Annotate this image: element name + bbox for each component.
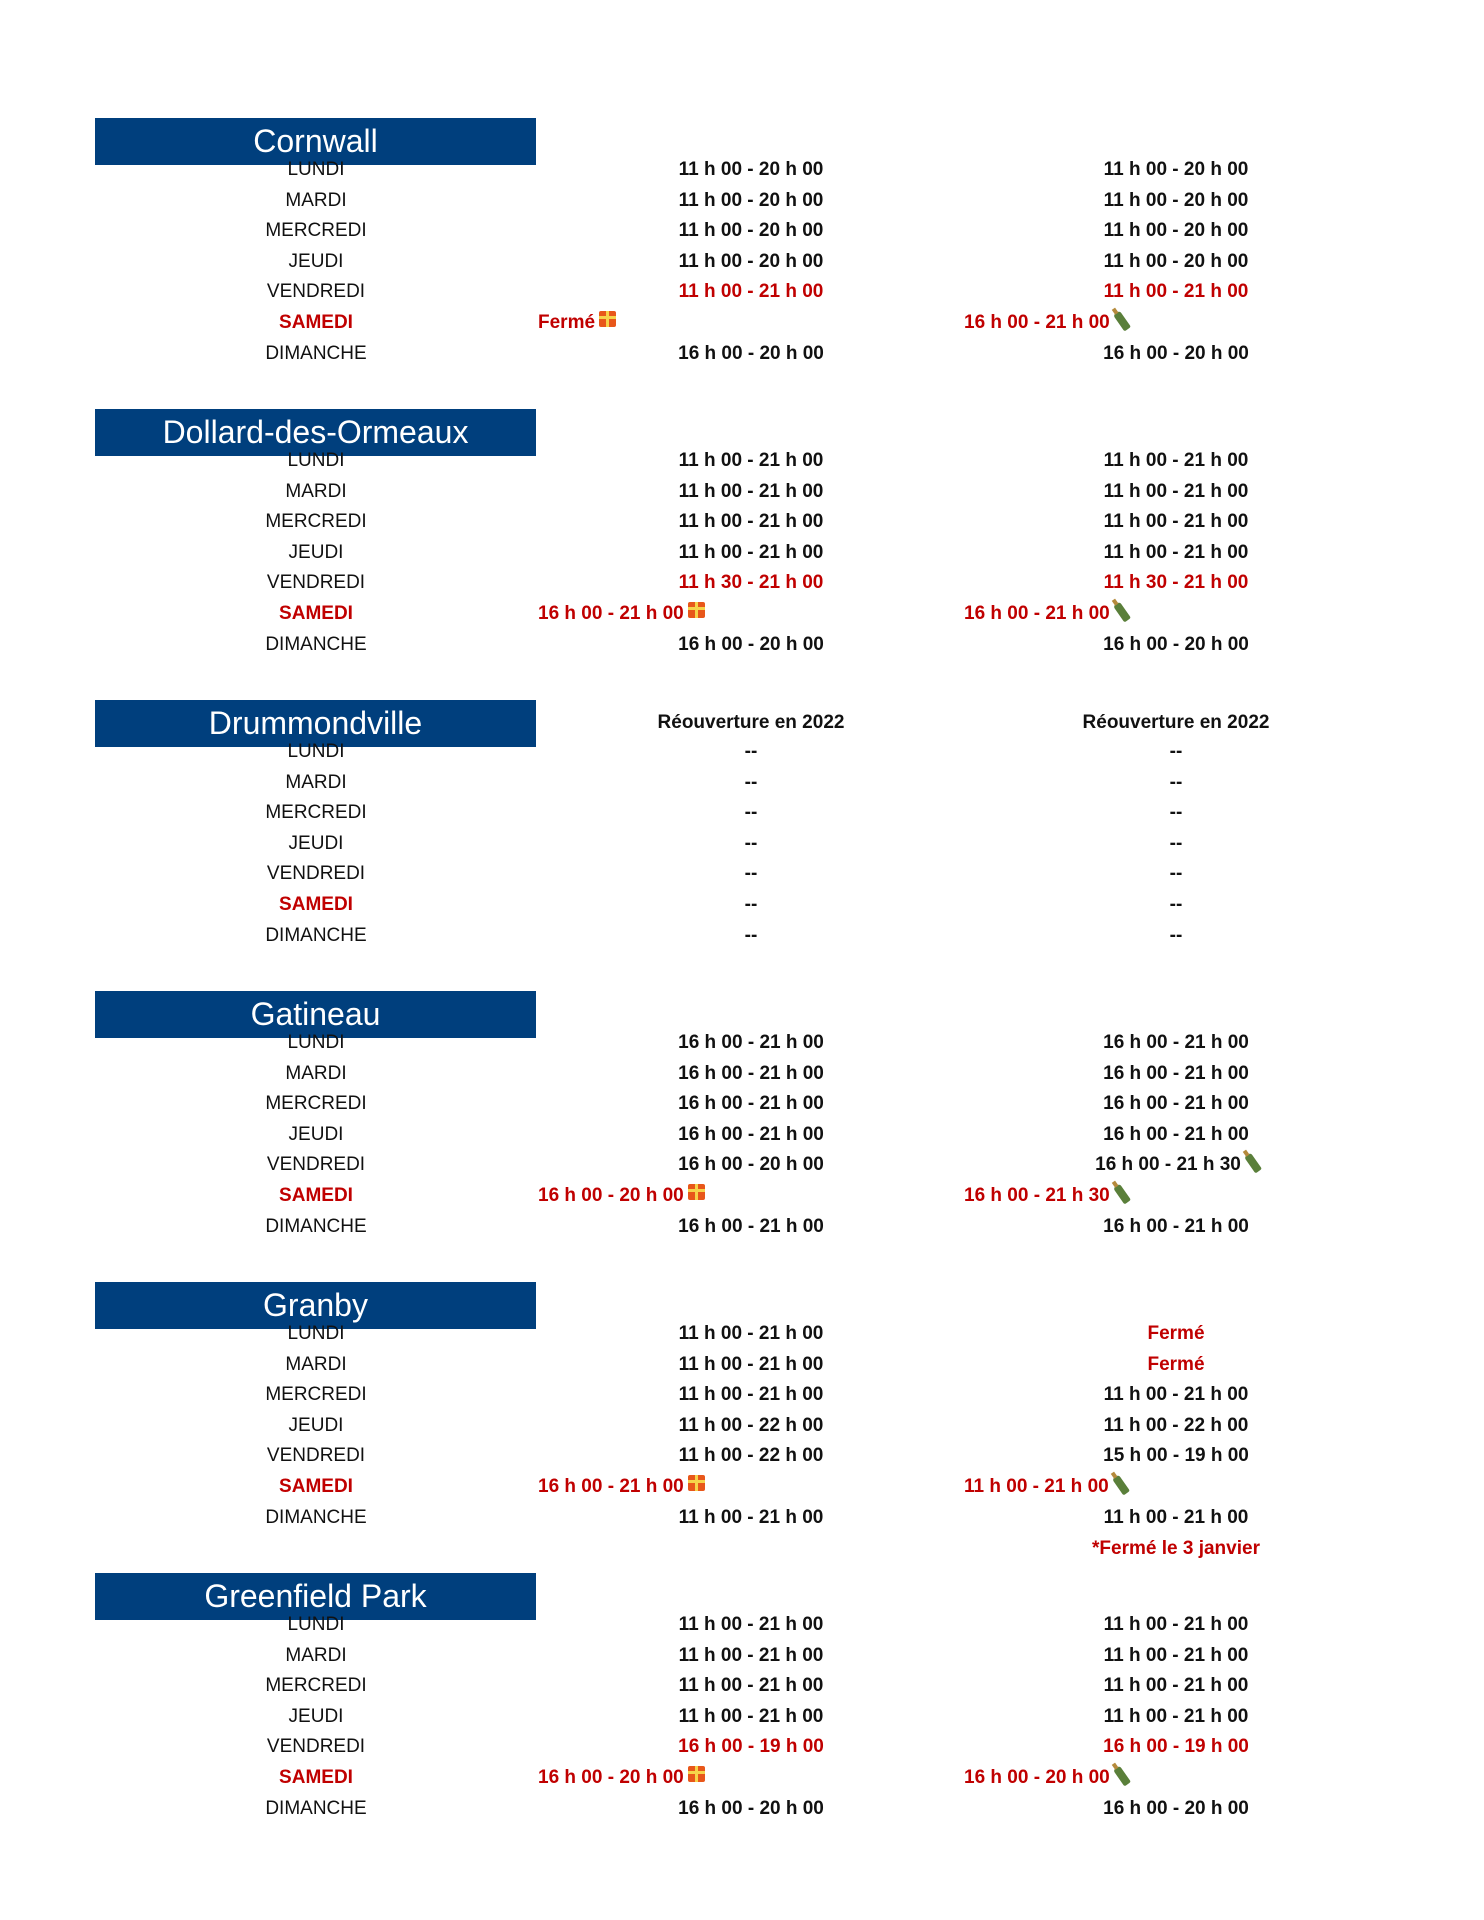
hours-text: 16 h 00 - 20 h 00: [964, 1767, 1110, 1788]
day-label: DIMANCHE: [265, 634, 367, 655]
schedule-row: [0, 1641, 1484, 1671]
hours-week2: [1016, 1441, 1336, 1471]
hours-week2: [1016, 1089, 1336, 1119]
hours-week2: [1016, 1059, 1336, 1089]
hours-week2: [1016, 1732, 1336, 1762]
hours-text: 11 h 00 - 21 h 00: [678, 511, 824, 532]
store-name-header: Dollard-des-Ormeaux: [95, 409, 536, 456]
hours-week2: [1016, 155, 1336, 185]
hours-week1: [591, 277, 911, 307]
bottle-icon: [1113, 311, 1131, 332]
day-label: MERCREDI: [265, 1093, 367, 1114]
hours-week2: [964, 308, 1294, 338]
hours-week1: [591, 446, 911, 476]
hours-text: 15 h 00 - 19 h 00: [1103, 1445, 1249, 1466]
schedule-row: [0, 277, 1484, 307]
day-label: SAMEDI: [279, 1476, 353, 1497]
hours-text: 11 h 00 - 21 h 00: [964, 1476, 1109, 1497]
hours-text: 11 h 00 - 21 h 00: [678, 1706, 824, 1727]
hours-week1: [591, 1503, 911, 1533]
schedule-row: [0, 1671, 1484, 1701]
hours-text: 16 h 00 - 20 h 00: [678, 634, 824, 655]
hours-week2: [1016, 1319, 1336, 1349]
schedule-row: [0, 1472, 1484, 1502]
schedule-row: [0, 538, 1484, 568]
hours-text: 16 h 00 - 20 h 00: [538, 1185, 684, 1206]
day-label: SAMEDI: [279, 1185, 353, 1206]
day-label: MERCREDI: [265, 802, 367, 823]
hours-text: 11 h 00 - 21 h 00: [1103, 1384, 1249, 1405]
hours-week2: [964, 1472, 1294, 1502]
schedule-row: [0, 446, 1484, 476]
hours-week2: [1016, 1120, 1336, 1150]
schedule-row: [0, 1610, 1484, 1640]
hours-week1: [591, 921, 911, 951]
day-label: LUNDI: [287, 159, 345, 180]
hours-text: 16 h 00 - 21 h 00: [1103, 1032, 1249, 1053]
day-label: JEUDI: [288, 542, 344, 563]
hours-text: 11 h 00 - 21 h 00: [678, 481, 824, 502]
day-label: JEUDI: [288, 1706, 344, 1727]
hours-week1: [591, 247, 911, 277]
day-label: MARDI: [285, 1063, 347, 1084]
schedule-row: [0, 829, 1484, 859]
schedule-row: [0, 477, 1484, 507]
hours-week2: [964, 1763, 1294, 1793]
schedule-row: [0, 1212, 1484, 1242]
hours-week2: [964, 599, 1294, 629]
day-label: VENDREDI: [266, 863, 366, 884]
schedule-row: [0, 507, 1484, 537]
hours-text: 11 h 00 - 20 h 00: [678, 220, 824, 241]
hours-text: 16 h 00 - 21 h 00: [678, 1124, 824, 1145]
hours-week2: [1016, 216, 1336, 246]
schedule-row: [0, 1028, 1484, 1058]
gift-icon: [688, 1475, 705, 1491]
hours-week1: [591, 630, 911, 660]
hours-week1: [591, 538, 911, 568]
schedule-row: [0, 1503, 1484, 1533]
hours-week1: [591, 1641, 911, 1671]
hours-text: --: [744, 741, 758, 762]
day-label: VENDREDI: [266, 1736, 366, 1757]
hours-text: 11 h 00 - 20 h 00: [1103, 159, 1249, 180]
hours-text: 16 h 00 - 21 h 00: [678, 1093, 824, 1114]
hours-text: 11 h 00 - 21 h 00: [1103, 1645, 1249, 1666]
day-label: SAMEDI: [279, 1767, 353, 1788]
hours-week2: [964, 1181, 1294, 1211]
bottle-icon: [1113, 1184, 1131, 1205]
schedule-row: [0, 1089, 1484, 1119]
hours-text: 11 h 00 - 21 h 00: [1103, 450, 1249, 471]
hours-week2: [1016, 507, 1336, 537]
day-label: MERCREDI: [265, 1384, 367, 1405]
hours-week1: [591, 1028, 911, 1058]
hours-week2: [1016, 1411, 1336, 1441]
schedule-row: [0, 737, 1484, 767]
hours-week1: [591, 1732, 911, 1762]
day-label: MARDI: [285, 481, 347, 502]
hours-text: 11 h 00 - 21 h 00: [678, 1323, 824, 1344]
hours-text: 11 h 00 - 21 h 00: [678, 1507, 824, 1528]
hours-text: 11 h 00 - 20 h 00: [1103, 190, 1249, 211]
hours-week1: [591, 798, 911, 828]
hours-text: Fermé: [1147, 1354, 1205, 1375]
hours-text: --: [744, 772, 758, 793]
hours-text: Fermé: [1147, 1323, 1205, 1344]
hours-week2: [1016, 1380, 1336, 1410]
schedule-row: [0, 890, 1484, 920]
hours-text: 16 h 00 - 21 h 00: [678, 1216, 824, 1237]
hours-week2: [1016, 538, 1336, 568]
hours-week2: [1016, 568, 1336, 598]
hours-week1: [591, 737, 911, 767]
hours-week1: [591, 1059, 911, 1089]
day-label: VENDREDI: [266, 572, 366, 593]
hours-text: 11 h 00 - 21 h 00: [1103, 481, 1249, 502]
reopening-note: Réouverture en 2022: [1082, 712, 1270, 733]
hours-week1: [591, 1212, 911, 1242]
hours-week2: [1016, 1671, 1336, 1701]
hours-text: Fermé: [538, 312, 596, 333]
hours-text: 16 h 00 - 21 h 30: [964, 1185, 1110, 1206]
hours-week2: [1016, 277, 1336, 307]
day-label: DIMANCHE: [265, 1216, 367, 1237]
hours-text: --: [744, 894, 758, 915]
hours-text: 11 h 30 - 21 h 00: [1103, 572, 1249, 593]
day-label: SAMEDI: [279, 603, 353, 624]
day-label: DIMANCHE: [265, 1798, 367, 1819]
hours-week2: [1016, 247, 1336, 277]
schedule-row: [0, 1732, 1484, 1762]
hours-week1: [591, 1610, 911, 1640]
hours-week1: [538, 308, 868, 338]
hours-week1: [591, 1411, 911, 1441]
hours-text: 11 h 00 - 21 h 00: [1103, 1706, 1249, 1727]
schedule-row: [0, 339, 1484, 369]
hours-week1: [538, 599, 868, 629]
hours-week2: [1016, 859, 1336, 889]
hours-text: 16 h 00 - 21 h 00: [964, 312, 1110, 333]
hours-week2: [1016, 1610, 1336, 1640]
hours-text: 16 h 00 - 21 h 00: [1103, 1216, 1249, 1237]
hours-week2: [1016, 1503, 1336, 1533]
hours-text: 16 h 00 - 20 h 00: [538, 1767, 684, 1788]
hours-text: --: [744, 802, 758, 823]
hours-text: 16 h 00 - 21 h 00: [1103, 1063, 1249, 1084]
schedule-row: [0, 921, 1484, 951]
hours-text: --: [1169, 894, 1183, 915]
hours-week1: [591, 768, 911, 798]
store-name-header: Drummondville: [95, 700, 536, 747]
day-label: SAMEDI: [279, 894, 353, 915]
hours-text: 16 h 00 - 20 h 00: [1103, 1798, 1249, 1819]
hours-text: 11 h 00 - 22 h 00: [678, 1445, 824, 1466]
hours-text: --: [1169, 925, 1183, 946]
hours-week1: [591, 1089, 911, 1119]
day-label: JEUDI: [288, 833, 344, 854]
schedule-row: [0, 1059, 1484, 1089]
hours-week1: [591, 155, 911, 185]
hours-week1: [591, 1380, 911, 1410]
day-label: MARDI: [285, 772, 347, 793]
schedule-row: [0, 1150, 1484, 1180]
hours-week1: [591, 829, 911, 859]
hours-text: 11 h 30 - 21 h 00: [678, 572, 824, 593]
hours-text: 11 h 00 - 20 h 00: [1103, 251, 1249, 272]
hours-text: 16 h 00 - 21 h 00: [678, 1063, 824, 1084]
schedule-row: [0, 1120, 1484, 1150]
day-label: DIMANCHE: [265, 343, 367, 364]
hours-week2: [1016, 1794, 1336, 1824]
day-label: LUNDI: [287, 1323, 345, 1344]
hours-text: 16 h 00 - 21 h 00: [538, 1476, 684, 1497]
hours-text: 11 h 00 - 20 h 00: [1103, 220, 1249, 241]
gift-icon: [688, 1766, 705, 1782]
schedule-row: [0, 859, 1484, 889]
hours-text: 11 h 00 - 21 h 00: [1103, 1675, 1249, 1696]
hours-week2: [1016, 630, 1336, 660]
hours-week1: [538, 1181, 868, 1211]
hours-week2: [1016, 1350, 1336, 1380]
day-label: LUNDI: [287, 741, 345, 762]
hours-text: 16 h 00 - 19 h 00: [1103, 1736, 1249, 1757]
hours-text: 11 h 00 - 21 h 00: [678, 1614, 824, 1635]
hours-week1: [591, 1441, 911, 1471]
hours-text: 16 h 00 - 21 h 30: [1095, 1154, 1241, 1175]
day-label: LUNDI: [287, 1032, 345, 1053]
day-label: VENDREDI: [266, 1445, 366, 1466]
schedule-row: [0, 1181, 1484, 1211]
hours-week1: [591, 1702, 911, 1732]
store-name-header: Greenfield Park: [95, 1573, 536, 1620]
schedule-row: [0, 1763, 1484, 1793]
hours-text: 16 h 00 - 21 h 00: [538, 603, 684, 624]
day-label: JEUDI: [288, 1415, 344, 1436]
day-label: SAMEDI: [279, 312, 353, 333]
hours-text: 11 h 00 - 21 h 00: [678, 1354, 824, 1375]
gift-icon: [599, 311, 616, 327]
hours-week1: [591, 1150, 911, 1180]
hours-text: 16 h 00 - 21 h 00: [1103, 1093, 1249, 1114]
hours-week2: [1016, 446, 1336, 476]
bottle-icon: [1112, 1475, 1130, 1496]
schedule-row: [0, 599, 1484, 629]
hours-text: 11 h 00 - 20 h 00: [678, 190, 824, 211]
schedule-row: [0, 216, 1484, 246]
schedule-row: [0, 1380, 1484, 1410]
hours-text: 16 h 00 - 20 h 00: [678, 1154, 824, 1175]
store-name-header: Gatineau: [95, 991, 536, 1038]
hours-text: 16 h 00 - 20 h 00: [1103, 634, 1249, 655]
hours-week1: [591, 1794, 911, 1824]
day-label: MARDI: [285, 190, 347, 211]
day-label: MARDI: [285, 1645, 347, 1666]
closure-footnote: *Fermé le 3 janvier: [1092, 1538, 1260, 1559]
day-label: JEUDI: [288, 1124, 344, 1145]
hours-week2: [1016, 890, 1336, 920]
hours-text: 11 h 00 - 21 h 00: [1103, 1614, 1249, 1635]
hours-text: 11 h 00 - 21 h 00: [1103, 511, 1249, 532]
hours-text: 11 h 00 - 21 h 00: [678, 450, 824, 471]
day-label: LUNDI: [287, 450, 345, 471]
hours-text: --: [744, 833, 758, 854]
hours-text: 16 h 00 - 21 h 00: [678, 1032, 824, 1053]
schedule-row: [0, 798, 1484, 828]
hours-text: --: [1169, 863, 1183, 884]
hours-text: 16 h 00 - 21 h 00: [1103, 1124, 1249, 1145]
hours-text: 16 h 00 - 20 h 00: [1103, 343, 1249, 364]
hours-text: 11 h 00 - 20 h 00: [678, 159, 824, 180]
hours-text: 11 h 00 - 20 h 00: [678, 251, 824, 272]
hours-week1: [591, 859, 911, 889]
hours-week1: [591, 507, 911, 537]
day-label: MARDI: [285, 1354, 347, 1375]
hours-text: 11 h 00 - 22 h 00: [1103, 1415, 1249, 1436]
schedule-row: [0, 1411, 1484, 1441]
hours-text: 11 h 00 - 21 h 00: [678, 1675, 824, 1696]
schedule-row: [0, 186, 1484, 216]
schedule-row: [0, 1702, 1484, 1732]
hours-text: --: [744, 925, 758, 946]
day-label: LUNDI: [287, 1614, 345, 1635]
day-label: VENDREDI: [266, 281, 366, 302]
hours-text: 16 h 00 - 19 h 00: [678, 1736, 824, 1757]
store-name-header: Cornwall: [95, 118, 536, 165]
gift-icon: [688, 602, 705, 618]
hours-text: 11 h 00 - 21 h 00: [678, 542, 824, 563]
hours-week1: [591, 1671, 911, 1701]
day-label: MERCREDI: [265, 220, 367, 241]
hours-week1: [591, 477, 911, 507]
hours-text: --: [1169, 833, 1183, 854]
day-label: JEUDI: [288, 251, 344, 272]
hours-week2: [1016, 186, 1336, 216]
day-label: DIMANCHE: [265, 1507, 367, 1528]
hours-text: 16 h 00 - 20 h 00: [678, 1798, 824, 1819]
hours-text: 11 h 00 - 21 h 00: [678, 1384, 824, 1405]
hours-week1: [591, 1319, 911, 1349]
schedule-row: [0, 1319, 1484, 1349]
hours-text: 11 h 00 - 22 h 00: [678, 1415, 824, 1436]
schedule-row: [0, 630, 1484, 660]
gift-icon: [688, 1184, 705, 1200]
hours-text: 11 h 00 - 21 h 00: [678, 1645, 824, 1666]
hours-week2: [1016, 921, 1336, 951]
hours-text: 11 h 00 - 21 h 00: [678, 281, 824, 302]
store-name-header: Granby: [95, 1282, 536, 1329]
hours-week1: [591, 1350, 911, 1380]
hours-text: --: [1169, 741, 1183, 762]
bottle-icon: [1244, 1153, 1262, 1174]
hours-week2: [1016, 1028, 1336, 1058]
hours-week2: [1016, 1702, 1336, 1732]
hours-week2: [1016, 798, 1336, 828]
hours-week2: [1016, 339, 1336, 369]
hours-text: 16 h 00 - 21 h 00: [964, 603, 1110, 624]
hours-week1: [591, 216, 911, 246]
reopening-note: Réouverture en 2022: [657, 712, 845, 733]
schedule-row: [0, 768, 1484, 798]
hours-week2: [1016, 768, 1336, 798]
hours-week1: [538, 1472, 868, 1502]
hours-text: --: [1169, 772, 1183, 793]
bottle-icon: [1113, 602, 1131, 623]
hours-week2: [1016, 737, 1336, 767]
hours-week1: [538, 1763, 868, 1793]
hours-week1: [591, 339, 911, 369]
schedule-row: [0, 1350, 1484, 1380]
bottle-icon: [1113, 1766, 1131, 1787]
schedule-row: [0, 1441, 1484, 1471]
schedule-row: [0, 155, 1484, 185]
schedule-row: [0, 308, 1484, 338]
day-label: MERCREDI: [265, 1675, 367, 1696]
day-label: VENDREDI: [266, 1154, 366, 1175]
hours-week2: [1016, 1212, 1336, 1242]
day-label: DIMANCHE: [265, 925, 367, 946]
schedule-row: [0, 1794, 1484, 1824]
hours-week2: [1016, 1641, 1336, 1671]
hours-text: 11 h 00 - 21 h 00: [1103, 281, 1249, 302]
hours-week1: [591, 1120, 911, 1150]
hours-week1: [591, 186, 911, 216]
hours-week2: [1016, 829, 1336, 859]
schedule-row: [0, 247, 1484, 277]
hours-week1: [591, 568, 911, 598]
hours-text: --: [744, 863, 758, 884]
day-label: MERCREDI: [265, 511, 367, 532]
hours-week2: [1016, 477, 1336, 507]
hours-text: 11 h 00 - 21 h 00: [1103, 1507, 1249, 1528]
hours-week1: [591, 890, 911, 920]
hours-week2: [1016, 1150, 1336, 1180]
hours-text: 11 h 00 - 21 h 00: [1103, 542, 1249, 563]
hours-text: --: [1169, 802, 1183, 823]
schedule-row: [0, 568, 1484, 598]
hours-text: 16 h 00 - 20 h 00: [678, 343, 824, 364]
